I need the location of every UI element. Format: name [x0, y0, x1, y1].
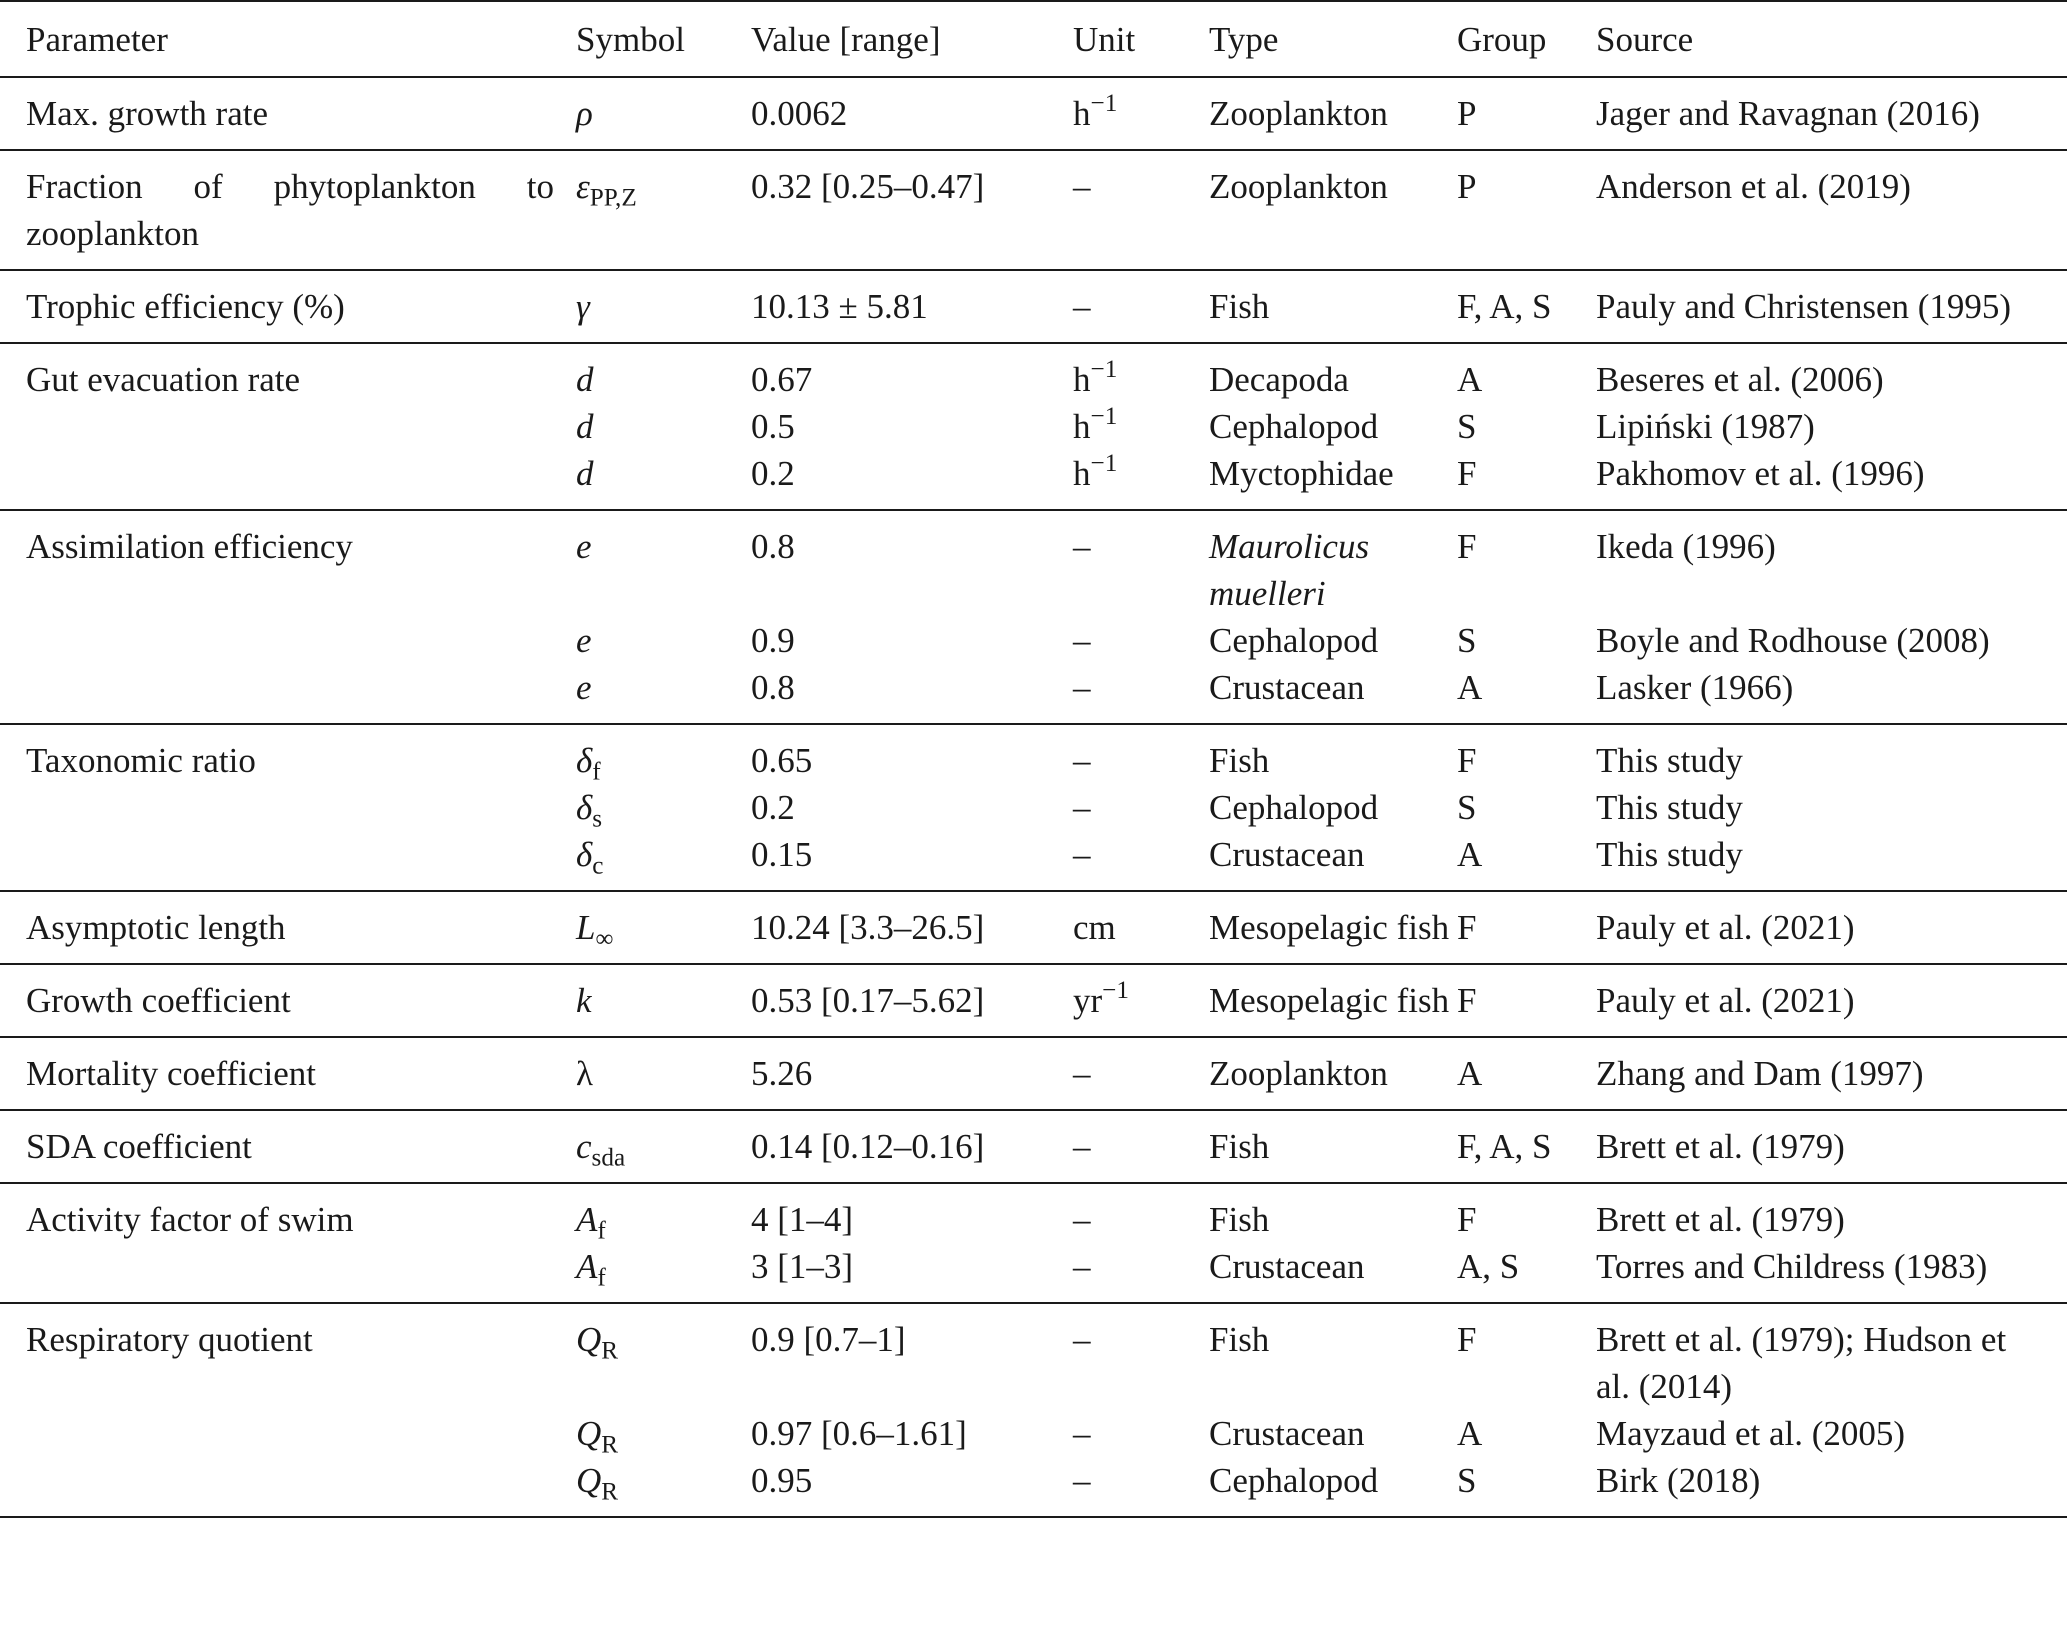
cell-type: Fish	[1209, 1200, 1270, 1239]
table-row	[0, 450, 2067, 510]
cell-symbol	[576, 891, 751, 964]
symbol-main: e	[576, 668, 592, 707]
cell-value: 0.65	[751, 741, 813, 780]
unit-main: –	[1073, 1320, 1091, 1359]
table-row	[0, 1243, 2067, 1303]
cell-type: Crustacean	[1209, 1247, 1365, 1286]
unit-sup: −1	[1090, 403, 1118, 431]
unit-main: h	[1073, 360, 1091, 399]
table-row	[0, 77, 2067, 150]
unit-sup: −1	[1090, 450, 1118, 478]
table-row	[0, 1457, 2067, 1517]
header-source: Source	[1596, 19, 1694, 59]
unit-main: –	[1073, 788, 1091, 827]
cell-unit	[1073, 510, 1209, 617]
table-row	[0, 1303, 2067, 1410]
cell-group: F, A, S	[1457, 287, 1552, 326]
table-row	[0, 891, 2067, 964]
header-value: Value [range]	[751, 19, 941, 59]
unit-main: cm	[1073, 908, 1116, 947]
symbol-sub: R	[601, 1337, 619, 1365]
table-row	[0, 403, 2067, 450]
cell-parameter	[0, 784, 576, 831]
symbol-main: Q	[576, 1461, 602, 1500]
cell-type: Zooplankton	[1209, 167, 1388, 206]
cell-value: 0.95	[751, 1461, 813, 1500]
table-row	[0, 664, 2067, 724]
cell-parameter: Respiratory quotient	[26, 1320, 313, 1359]
symbol-main: γ	[576, 287, 590, 326]
unit-main: –	[1073, 527, 1091, 566]
cell-parameter: Assimilation efficiency	[26, 527, 353, 566]
cell-parameter: Gut evacuation rate	[26, 360, 301, 399]
unit-main: –	[1073, 1247, 1091, 1286]
unit-main: –	[1073, 167, 1091, 206]
cell-value: 0.9 [0.7–1]	[751, 1320, 906, 1359]
table-row	[0, 964, 2067, 1037]
cell-source: This study	[1596, 741, 1743, 780]
cell-value: 10.24 [3.3–26.5]	[751, 908, 985, 947]
cell-source: Pauly and Christensen (1995)	[1596, 287, 2012, 326]
cell-symbol	[576, 1183, 751, 1243]
cell-source: This study	[1596, 835, 1743, 874]
cell-parameter: Taxonomic ratio	[26, 741, 256, 780]
symbol-main: ε	[576, 167, 590, 206]
cell-unit	[1073, 784, 1209, 831]
symbol-main: ρ	[576, 94, 593, 133]
cell-symbol	[576, 150, 751, 270]
cell-parameter: Fraction of phytoplankton to zooplankton	[26, 167, 554, 253]
row-group	[0, 270, 2067, 343]
unit-main: –	[1073, 1200, 1091, 1239]
symbol-main: A	[576, 1200, 598, 1239]
symbol-main: L	[576, 908, 596, 947]
cell-type: Crustacean	[1209, 1414, 1365, 1453]
cell-symbol	[576, 964, 751, 1037]
cell-source: Brett et al. (1979)	[1596, 1127, 1845, 1166]
cell-unit	[1073, 1110, 1209, 1183]
symbol-sub: ∞	[595, 925, 614, 953]
symbol-sub: R	[601, 1478, 619, 1506]
unit-main: –	[1073, 287, 1091, 326]
cell-parameter	[0, 664, 576, 724]
cell-symbol	[576, 664, 751, 724]
cell-type: Fish	[1209, 287, 1270, 326]
cell-source: This study	[1596, 788, 1743, 827]
cell-value: 3 [1–3]	[751, 1247, 854, 1286]
cell-source: Mayzaud et al. (2005)	[1596, 1414, 1906, 1453]
row-group	[0, 1110, 2067, 1183]
cell-type: Maurolicus muelleri	[1209, 527, 1370, 613]
symbol-sub: f	[592, 758, 601, 786]
cell-group: F	[1457, 981, 1477, 1020]
cell-parameter	[0, 831, 576, 891]
cell-unit	[1073, 270, 1209, 343]
cell-source: Lipiński (1987)	[1596, 407, 1815, 446]
row-group	[0, 77, 2067, 150]
cell-value: 0.15	[751, 835, 813, 874]
table-row	[0, 784, 2067, 831]
cell-type: Cephalopod	[1209, 788, 1379, 827]
unit-main: h	[1073, 94, 1091, 133]
cell-value: 0.2	[751, 454, 795, 493]
cell-unit	[1073, 1037, 1209, 1110]
cell-type: Fish	[1209, 1320, 1270, 1359]
table-row	[0, 150, 2067, 270]
cell-symbol	[576, 724, 751, 784]
cell-type: Myctophidae	[1209, 454, 1394, 493]
cell-type: Decapoda	[1209, 360, 1349, 399]
symbol-main: d	[576, 360, 594, 399]
table-row	[0, 617, 2067, 664]
cell-value: 0.9	[751, 621, 795, 660]
cell-source: Torres and Childress (1983)	[1596, 1247, 1988, 1286]
cell-source: Ikeda (1996)	[1596, 527, 1776, 566]
cell-value: 0.32 [0.25–0.47]	[751, 167, 985, 206]
symbol-sub: PP,Z	[589, 184, 637, 212]
symbol-main: e	[576, 527, 592, 566]
row-group	[0, 1037, 2067, 1110]
unit-main: –	[1073, 1054, 1091, 1093]
cell-type: Crustacean	[1209, 668, 1365, 707]
cell-symbol	[576, 617, 751, 664]
table-row	[0, 724, 2067, 784]
cell-type: Cephalopod	[1209, 621, 1379, 660]
symbol-main: Q	[576, 1320, 602, 1359]
row-group	[0, 510, 2067, 724]
cell-symbol	[576, 1303, 751, 1410]
cell-symbol	[576, 403, 751, 450]
header-type: Type	[1209, 19, 1279, 59]
unit-main: yr	[1073, 981, 1103, 1020]
cell-group: A	[1457, 1414, 1483, 1453]
cell-source: Brett et al. (1979); Hudson et al. (2014)	[1596, 1320, 2007, 1406]
unit-sup: −1	[1090, 356, 1118, 384]
unit-sup: −1	[1102, 977, 1129, 1005]
cell-type: Zooplankton	[1209, 94, 1388, 133]
table-row	[0, 1037, 2067, 1110]
cell-symbol	[576, 450, 751, 510]
cell-parameter	[0, 1457, 576, 1517]
cell-value: 0.53 [0.17–5.62]	[751, 981, 985, 1020]
cell-unit	[1073, 664, 1209, 724]
cell-symbol	[576, 77, 751, 150]
cell-unit	[1073, 964, 1209, 1037]
table-row	[0, 270, 2067, 343]
cell-source: Anderson et al. (2019)	[1596, 167, 1911, 206]
cell-type: Crustacean	[1209, 835, 1365, 874]
cell-type: Mesopelagic fish	[1209, 981, 1450, 1020]
cell-group: S	[1457, 407, 1477, 446]
unit-main: –	[1073, 1461, 1091, 1500]
cell-parameter: Max. growth rate	[26, 94, 269, 133]
table-row	[0, 343, 2067, 403]
cell-group: A	[1457, 360, 1483, 399]
cell-unit	[1073, 724, 1209, 784]
cell-source: Jager and Ravagnan (2016)	[1596, 94, 1980, 133]
symbol-main: d	[576, 454, 594, 493]
cell-unit	[1073, 831, 1209, 891]
cell-symbol	[576, 1410, 751, 1457]
cell-parameter	[0, 1243, 576, 1303]
cell-group: F	[1457, 908, 1477, 947]
table-row	[0, 831, 2067, 891]
cell-group: A	[1457, 835, 1483, 874]
table-row	[0, 1183, 2067, 1243]
symbol-main: Q	[576, 1414, 602, 1453]
cell-parameter: Activity factor of swim	[26, 1200, 354, 1239]
cell-symbol	[576, 1243, 751, 1303]
unit-sup: −1	[1090, 90, 1118, 118]
header-unit: Unit	[1073, 19, 1136, 59]
cell-source: Pauly et al. (2021)	[1596, 981, 1855, 1020]
header-parameter: Parameter	[26, 19, 168, 59]
unit-main: –	[1073, 835, 1091, 874]
cell-value: 5.26	[751, 1054, 813, 1093]
cell-value: 0.0062	[751, 94, 848, 133]
cell-group: F, A, S	[1457, 1127, 1552, 1166]
unit-main: –	[1073, 1127, 1091, 1166]
symbol-sub: sda	[591, 1144, 626, 1172]
row-group	[0, 891, 2067, 964]
cell-symbol	[576, 1110, 751, 1183]
cell-symbol	[576, 343, 751, 403]
symbol-sub: R	[601, 1431, 619, 1459]
cell-parameter: Growth coefficient	[26, 981, 291, 1020]
symbol-sub: s	[592, 805, 603, 833]
cell-group: A	[1457, 1054, 1483, 1093]
cell-type: Fish	[1209, 741, 1270, 780]
unit-main: h	[1073, 407, 1091, 446]
cell-group: F	[1457, 741, 1477, 780]
row-group	[0, 1183, 2067, 1303]
cell-source: Boyle and Rodhouse (2008)	[1596, 621, 1990, 660]
symbol-main: A	[576, 1247, 598, 1286]
cell-unit	[1073, 77, 1209, 150]
table-row	[0, 1410, 2067, 1457]
symbol-main: k	[576, 981, 592, 1020]
cell-value: 10.13 ± 5.81	[751, 287, 928, 326]
cell-group: S	[1457, 1461, 1477, 1500]
cell-symbol	[576, 831, 751, 891]
row-group	[0, 724, 2067, 891]
cell-unit	[1073, 891, 1209, 964]
cell-value: 0.97 [0.6–1.61]	[751, 1414, 967, 1453]
cell-parameter: SDA coefficient	[26, 1127, 252, 1166]
cell-value: 0.2	[751, 788, 795, 827]
cell-source: Pauly et al. (2021)	[1596, 908, 1855, 947]
unit-main: –	[1073, 1414, 1091, 1453]
cell-value: 0.5	[751, 407, 795, 446]
cell-group: P	[1457, 94, 1477, 133]
cell-symbol	[576, 1457, 751, 1517]
header-group: Group	[1457, 19, 1547, 59]
unit-main: h	[1073, 454, 1091, 493]
symbol-main: c	[576, 1127, 592, 1166]
cell-group: S	[1457, 788, 1477, 827]
symbol-main: d	[576, 407, 594, 446]
cell-source: Birk (2018)	[1596, 1461, 1761, 1500]
symbol-main: δ	[576, 788, 593, 827]
cell-type: Cephalopod	[1209, 1461, 1379, 1500]
cell-value: 0.14 [0.12–0.16]	[751, 1127, 985, 1166]
cell-value: 0.8	[751, 527, 795, 566]
cell-value: 0.8	[751, 668, 795, 707]
cell-value: 0.67	[751, 360, 813, 399]
cell-parameter	[0, 617, 576, 664]
row-group	[0, 343, 2067, 510]
cell-symbol	[576, 1037, 751, 1110]
cell-source: Beseres et al. (2006)	[1596, 360, 1884, 399]
unit-main: –	[1073, 621, 1091, 660]
cell-value: 4 [1–4]	[751, 1200, 854, 1239]
cell-parameter: Asymptotic length	[26, 908, 286, 947]
cell-source: Lasker (1966)	[1596, 668, 1794, 707]
cell-group: S	[1457, 621, 1477, 660]
cell-parameter: Mortality coefficient	[26, 1054, 316, 1093]
cell-type: Zooplankton	[1209, 1054, 1388, 1093]
symbol-main: λ	[576, 1054, 593, 1093]
cell-group: P	[1457, 167, 1477, 206]
symbol-main: e	[576, 621, 592, 660]
cell-parameter	[0, 403, 576, 450]
row-group	[0, 1303, 2067, 1517]
cell-source: Brett et al. (1979)	[1596, 1200, 1845, 1239]
cell-type: Fish	[1209, 1127, 1270, 1166]
cell-parameter	[0, 1410, 576, 1457]
row-group	[0, 150, 2067, 270]
cell-symbol	[576, 510, 751, 617]
symbol-sub: c	[592, 852, 604, 880]
cell-source: Zhang and Dam (1997)	[1596, 1054, 1924, 1093]
unit-main: –	[1073, 668, 1091, 707]
cell-group: A, S	[1457, 1247, 1520, 1286]
table-row	[0, 510, 2067, 617]
cell-group: F	[1457, 527, 1477, 566]
symbol-sub: f	[597, 1217, 606, 1245]
cell-unit	[1073, 1457, 1209, 1517]
cell-group: F	[1457, 1320, 1477, 1359]
cell-unit	[1073, 1243, 1209, 1303]
cell-unit	[1073, 403, 1209, 450]
cell-symbol	[576, 270, 751, 343]
table-row	[0, 1110, 2067, 1183]
cell-unit	[1073, 1303, 1209, 1410]
cell-unit	[1073, 617, 1209, 664]
cell-group: F	[1457, 454, 1477, 493]
cell-unit	[1073, 1410, 1209, 1457]
row-group	[0, 964, 2067, 1037]
header-row	[0, 1, 2067, 77]
cell-symbol	[576, 784, 751, 831]
cell-parameter: Trophic efficiency (%)	[26, 287, 345, 326]
cell-group: F	[1457, 1200, 1477, 1239]
cell-group: A	[1457, 668, 1483, 707]
symbol-main: δ	[576, 741, 593, 780]
cell-parameter	[0, 450, 576, 510]
cell-type: Cephalopod	[1209, 407, 1379, 446]
table-header	[0, 1, 2067, 77]
symbol-sub: f	[597, 1264, 606, 1292]
symbol-main: δ	[576, 835, 593, 874]
cell-type: Mesopelagic fish	[1209, 908, 1450, 947]
cell-unit	[1073, 150, 1209, 270]
cell-unit	[1073, 343, 1209, 403]
cell-source: Pakhomov et al. (1996)	[1596, 454, 1925, 493]
cell-unit	[1073, 1183, 1209, 1243]
unit-main: –	[1073, 741, 1091, 780]
header-symbol: Symbol	[576, 19, 685, 59]
cell-unit	[1073, 450, 1209, 510]
